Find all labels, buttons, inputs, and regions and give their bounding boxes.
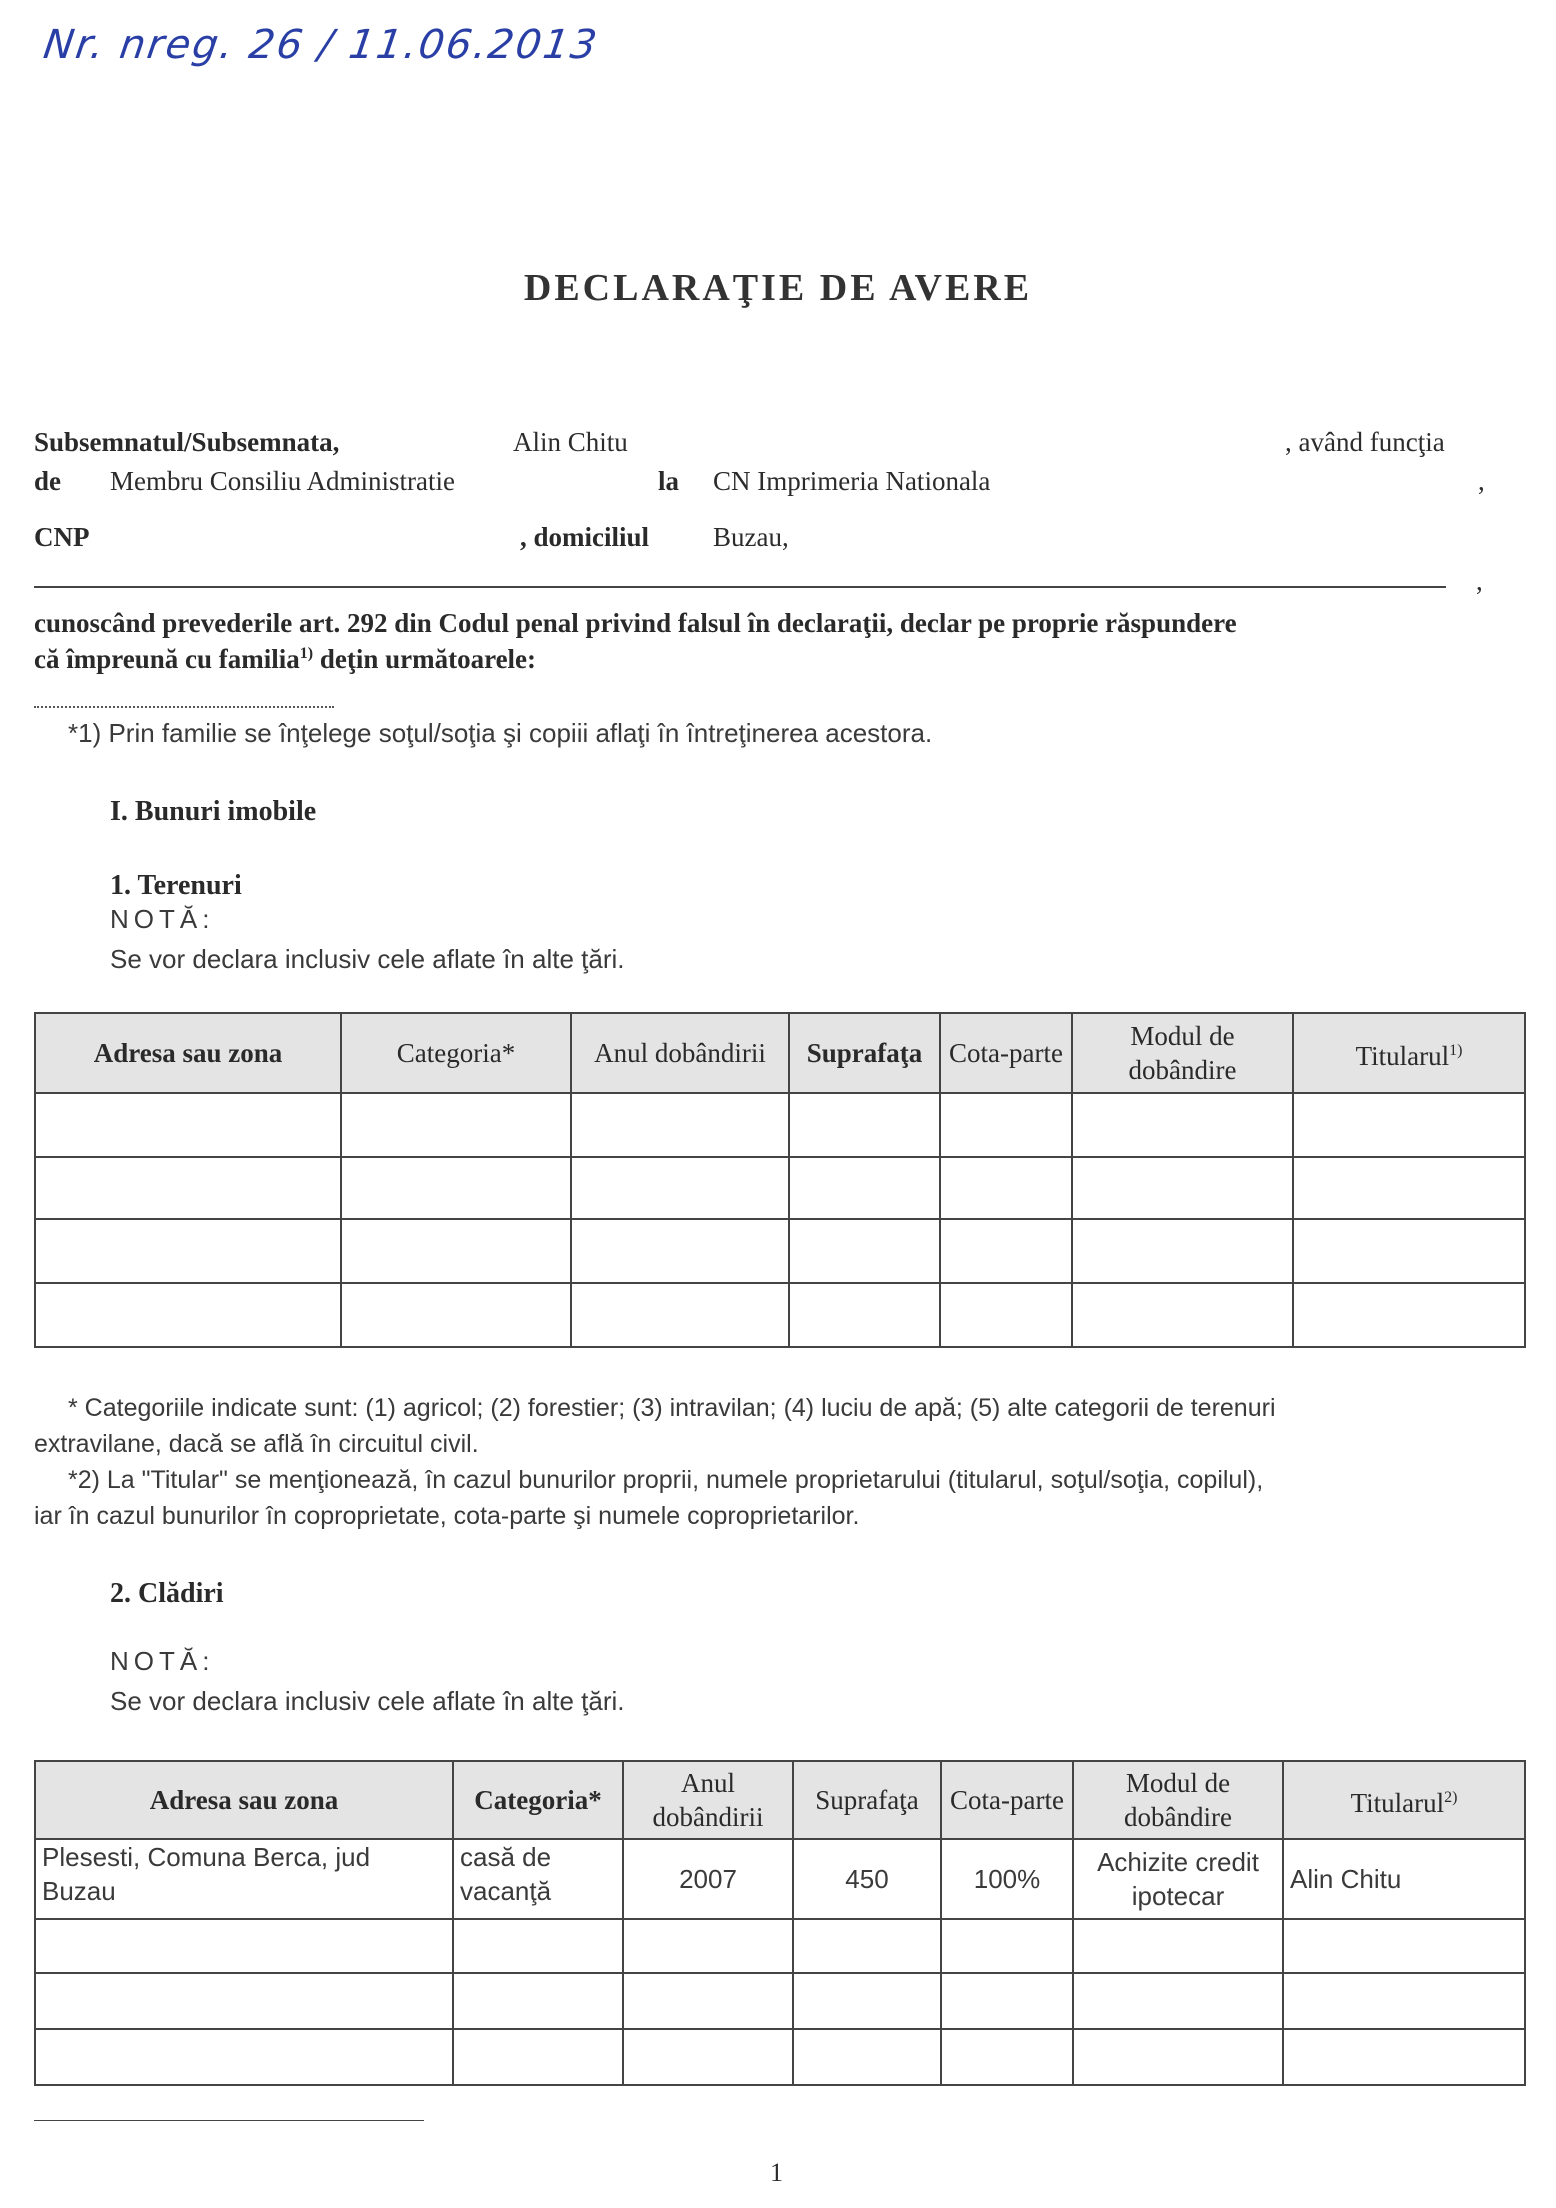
table-row	[35, 1283, 1525, 1347]
table-cell	[1283, 1919, 1525, 1973]
col-header-categoria: Categoria*	[453, 1761, 623, 1839]
table-cell-share: 100%	[941, 1839, 1073, 1919]
page-number: 1	[770, 2158, 783, 2187]
table-row	[35, 1219, 1525, 1283]
family-footnote: *1) Prin familie se înţelege soţul/soţia şi copiii aflaţi în întreţinerea acestora.	[68, 718, 933, 748]
categories-footnote-line2: extravilane, dacă se află în circuitul civil.	[34, 1430, 479, 1458]
subsection-heading-terenuri: 1. Terenuri	[110, 870, 242, 901]
table-cell	[941, 1919, 1073, 1973]
terenuri-table	[34, 1012, 1526, 1348]
table-cell	[571, 1093, 789, 1157]
table-cell	[940, 1157, 1072, 1219]
table-row	[35, 1157, 1525, 1219]
table-header-row	[35, 1013, 1525, 1093]
declaration-text-line1: cunoscând prevederile art. 292 din Codul penal privind falsul în declaraţii, declar pe proprie răspundere	[34, 608, 1237, 638]
table-cell	[793, 1973, 941, 2029]
cnp-label: CNP	[34, 522, 90, 552]
table-row	[35, 1093, 1525, 1157]
institution-value: CN Imprimeria Nationala	[713, 466, 991, 496]
table-cell	[793, 2029, 941, 2085]
col-header-cota: Cota-parte	[941, 1761, 1073, 1839]
table-cell	[1072, 1093, 1293, 1157]
table-cell	[1073, 1973, 1283, 2029]
table-cell	[623, 1919, 793, 1973]
table-cell	[1073, 1919, 1283, 1973]
nota-label: NOTĂ:	[110, 1646, 215, 1676]
table-cell	[793, 1919, 941, 1973]
table-cell	[341, 1219, 571, 1283]
table-cell	[789, 1219, 940, 1283]
comma-mark: ,	[1476, 566, 1483, 596]
table-cell-area: 450	[793, 1839, 941, 1919]
col-header-titularul: Titularul$^{2)}$	[1283, 1761, 1525, 1839]
titular-footnote-line2: iar în cazul bunurilor în coproprietate, cota-parte şi numele coproprietarilor.	[34, 1502, 860, 1530]
table-cell	[1072, 1283, 1293, 1347]
la-label: la	[658, 466, 680, 496]
table-row	[35, 2029, 1525, 2085]
table-cell-acquisition: Achizite credit ipotecar	[1073, 1839, 1283, 1919]
table-cell	[1283, 2029, 1525, 2085]
col-header-suprafata: Suprafaţa	[789, 1013, 940, 1093]
section-heading-bunuri-imobile: I. Bunuri imobile	[110, 796, 317, 827]
table-cell	[941, 2029, 1073, 2085]
address-continuation-line	[34, 586, 1446, 588]
table-cell	[453, 2029, 623, 2085]
table-cell	[35, 2029, 453, 2085]
table-cell	[571, 1219, 789, 1283]
col-header-anul: Anul dobândirii	[623, 1761, 793, 1839]
table-cell	[35, 1283, 341, 1347]
table-cell	[1293, 1219, 1525, 1283]
table-cell-holder: Alin Chitu	[1283, 1839, 1525, 1919]
table-cell	[1072, 1157, 1293, 1219]
table-row	[35, 1919, 1525, 1973]
table-header-row	[35, 1761, 1525, 1839]
col-header-suprafata: Suprafaţa	[793, 1761, 941, 1839]
table-cell	[571, 1283, 789, 1347]
cladiri-table	[34, 1760, 1526, 2086]
handwritten-registration-number: Nr. nreg. 26 / 11.06.2013	[40, 22, 602, 68]
col-header-adresa: Adresa sau zona	[35, 1013, 341, 1093]
col-header-titularul: Titularul$^{1)}$	[1293, 1013, 1525, 1093]
table-cell	[571, 1157, 789, 1219]
declaration-text-line2: că împreună cu familia$^{1)}$ deţin următoarele:	[34, 644, 537, 674]
table-cell	[940, 1093, 1072, 1157]
table-cell-year: 2007	[623, 1839, 793, 1919]
table-row	[35, 1839, 1525, 1919]
nota-label: NOTĂ:	[110, 904, 215, 934]
de-label: de	[34, 466, 61, 496]
table-cell	[35, 1157, 341, 1219]
col-header-anul: Anul dobândirii	[571, 1013, 789, 1093]
footnote-separator	[34, 2120, 424, 2121]
table-cell	[623, 1973, 793, 2029]
table-cell	[940, 1219, 1072, 1283]
table-cell	[1293, 1157, 1525, 1219]
table-cell	[941, 1973, 1073, 2029]
table-cell	[1283, 1973, 1525, 2029]
table-cell	[623, 2029, 793, 2085]
domiciliul-label: , domiciliul	[520, 522, 650, 552]
table-cell	[789, 1283, 940, 1347]
table-cell	[453, 1973, 623, 2029]
titular-footnote-line1: *2) La "Titular" se menţionează, în cazul bunurilor proprii, numele proprietarului (titularul, soţul/soţia, copilul),	[68, 1466, 1264, 1494]
avand-functia-label: , având funcţia	[1285, 427, 1445, 457]
table-cell-address: Plesesti, Comuna Berca, jud Buzau	[35, 1839, 453, 1919]
table-cell	[1293, 1283, 1525, 1347]
declarant-name: Alin Chitu	[513, 427, 628, 457]
dotted-separator	[34, 706, 334, 708]
table-cell	[789, 1093, 940, 1157]
col-header-categoria: Categoria*	[341, 1013, 571, 1093]
table-cell	[1073, 2029, 1283, 2085]
table-cell	[453, 1919, 623, 1973]
table-cell	[1072, 1219, 1293, 1283]
col-header-cota: Cota-parte	[940, 1013, 1072, 1093]
table-cell	[341, 1283, 571, 1347]
document-title: DECLARAŢIE DE AVERE	[523, 267, 1033, 309]
table-row	[35, 1973, 1525, 2029]
table-cell	[35, 1973, 453, 2029]
subsection-heading-cladiri: 2. Clădiri	[110, 1578, 224, 1609]
categories-footnote-line1: * Categoriile indicate sunt: (1) agricol; (2) forestier; (3) intravilan; (4) luciu de apă; (5) alte categorii de terenuri	[68, 1394, 1276, 1422]
nota-text: Se vor declara inclusiv cele aflate în alte ţări.	[110, 1686, 625, 1716]
table-cell-category: casă de vacanţă	[453, 1839, 623, 1919]
table-cell	[789, 1157, 940, 1219]
domicile-value: Buzau,	[713, 522, 789, 552]
table-cell	[35, 1093, 341, 1157]
function-value: Membru Consiliu Administratie	[110, 466, 455, 496]
table-cell	[341, 1157, 571, 1219]
table-cell	[35, 1219, 341, 1283]
table-cell	[1293, 1093, 1525, 1157]
table-cell	[940, 1283, 1072, 1347]
comma-mark: ,	[1478, 466, 1485, 496]
col-header-adresa: Adresa sau zona	[35, 1761, 453, 1839]
table-cell	[35, 1919, 453, 1973]
subsemnatul-label: Subsemnatul/Subsemnata,	[34, 427, 340, 457]
col-header-modul: Modul de dobândire	[1072, 1013, 1293, 1093]
table-cell	[341, 1093, 571, 1157]
col-header-modul: Modul de dobândire	[1073, 1761, 1283, 1839]
nota-text: Se vor declara inclusiv cele aflate în alte ţări.	[110, 944, 625, 974]
